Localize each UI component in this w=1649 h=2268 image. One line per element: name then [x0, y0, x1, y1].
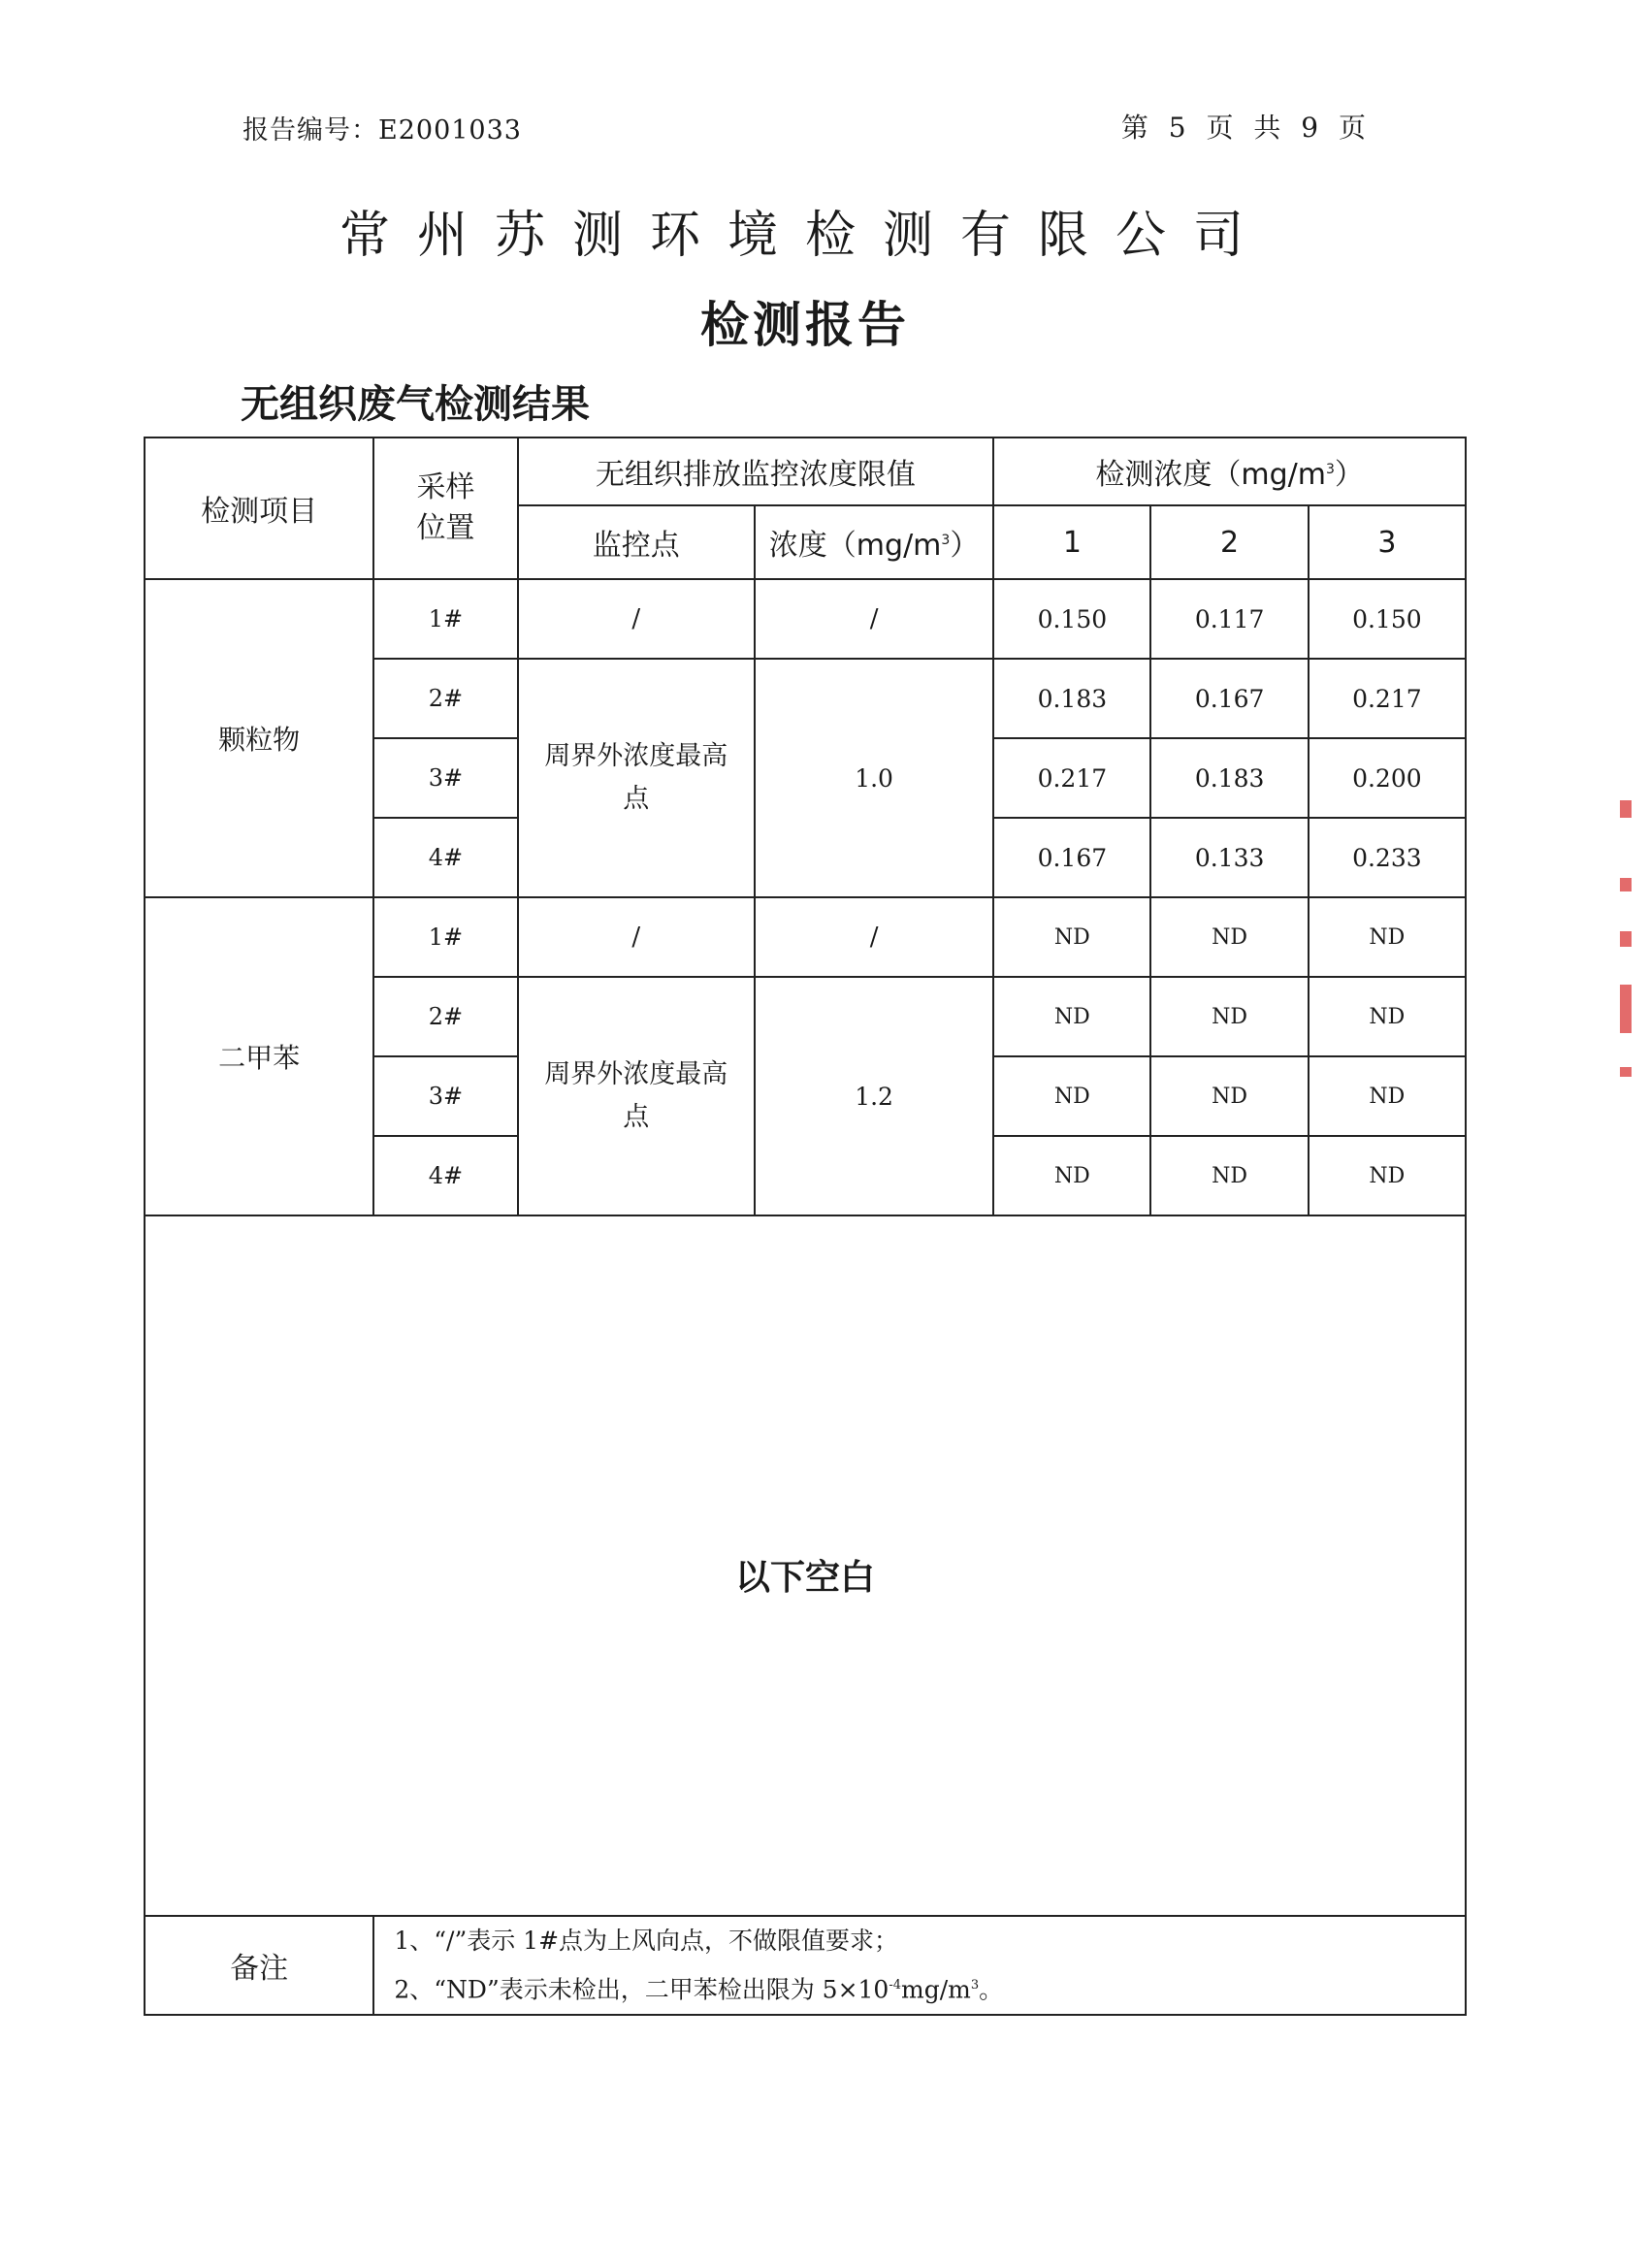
report-title: 检测报告	[700, 297, 910, 353]
value-cell: ND	[993, 977, 1150, 1056]
blank-cell	[145, 1215, 1466, 1916]
seal-fragment-4	[1620, 985, 1632, 1033]
table-header-row-1	[145, 437, 1466, 505]
seal-fragment-5	[1620, 1067, 1632, 1077]
value-cell: 0.167	[1150, 659, 1308, 738]
value-cell: ND	[1309, 1136, 1466, 1215]
value-cell: 0.183	[993, 659, 1150, 738]
report-number-value: E2001033	[378, 115, 522, 146]
note2-unit-sup: 3	[970, 1977, 980, 1993]
value-cell: ND	[993, 897, 1150, 977]
limit-cell: /	[755, 579, 993, 659]
header-run-3: 3	[1309, 505, 1466, 579]
note-line-1: 1、“/”表示 1#点为上风向点，不做限值要求；	[394, 1926, 899, 1955]
position-cell: 2#	[373, 977, 517, 1056]
header-conc-unit-sup: 3	[1325, 462, 1335, 477]
value-cell: 0.233	[1309, 818, 1466, 897]
table-row	[145, 897, 1466, 977]
position-cell: 2#	[373, 659, 517, 738]
monitor-cell: 周界外浓度最高点	[518, 659, 755, 897]
value-cell: 0.217	[1309, 659, 1466, 738]
seal-fragment-1	[1620, 800, 1632, 818]
monitor-cell: /	[518, 579, 755, 659]
seal-fragment-2	[1620, 878, 1632, 891]
monitor-cell: 周界外浓度最高点	[518, 977, 755, 1215]
position-cell: 3#	[373, 738, 517, 818]
limit-cell: /	[755, 897, 993, 977]
notes-body	[373, 1916, 1466, 2015]
table-row	[145, 579, 1466, 659]
value-cell: 0.150	[1309, 579, 1466, 659]
header-limit-group: 无组织排放监控浓度限值	[518, 437, 994, 505]
value-cell: ND	[1150, 977, 1308, 1056]
limit-cell: 1.2	[755, 977, 993, 1215]
value-cell: 0.117	[1150, 579, 1308, 659]
position-cell: 1#	[373, 897, 517, 977]
notes-label: 备注	[145, 1916, 373, 2015]
note-line-2	[394, 1963, 1465, 2012]
value-cell: ND	[1150, 897, 1308, 977]
blank-row	[145, 1215, 1466, 1916]
item-name: 二甲苯	[145, 897, 373, 1215]
header-limit-conc	[755, 505, 993, 579]
value-cell: ND	[993, 1136, 1150, 1215]
header-limit-conc-text: 浓度（mg/m	[768, 529, 942, 563]
value-cell: ND	[1150, 1056, 1308, 1136]
header-monitor: 监控点	[518, 505, 755, 579]
header-run-1: 1	[993, 505, 1150, 579]
header-conc-group	[993, 437, 1466, 505]
notes-row	[145, 1916, 1466, 2015]
note2-exponent: -4	[889, 1977, 902, 1993]
item-name: 颗粒物	[145, 579, 373, 897]
value-cell: 0.167	[993, 818, 1150, 897]
value-cell: ND	[1309, 977, 1466, 1056]
note2-text-b: mg/m	[901, 1975, 971, 2004]
report-number	[242, 109, 522, 146]
note2-text-c: 。	[979, 1975, 1004, 2004]
position-cell: 4#	[373, 1136, 517, 1215]
value-cell: ND	[1309, 897, 1466, 977]
value-cell: 0.133	[1150, 818, 1308, 897]
seal-fragment-3	[1620, 931, 1632, 947]
company-name: 常州苏测环境检测有限公司	[339, 207, 1271, 265]
value-cell: ND	[993, 1056, 1150, 1136]
blank-text: 以下空白	[734, 1557, 875, 1598]
limit-cell: 1.0	[755, 659, 993, 897]
page-info: 第 5 页 共 9 页	[1120, 112, 1368, 144]
report-number-label: 报告编号：	[242, 115, 378, 146]
value-cell: 0.183	[1150, 738, 1308, 818]
value-cell: 0.200	[1309, 738, 1466, 818]
note2-text-a: 2、“ND”表示未检出，二甲苯检出限为 5×10	[394, 1975, 889, 2004]
header-conc-group-text: 检测浓度（mg/m	[1095, 458, 1326, 492]
header-conc-group-tail: ）	[1334, 458, 1364, 492]
value-cell: 0.217	[993, 738, 1150, 818]
header-position: 采样位置	[373, 437, 517, 579]
value-cell: ND	[1309, 1056, 1466, 1136]
header-item: 检测项目	[145, 437, 373, 579]
header-limit-unit-sup: 3	[941, 533, 951, 548]
position-cell: 4#	[373, 818, 517, 897]
position-cell: 1#	[373, 579, 517, 659]
value-cell: 0.150	[993, 579, 1150, 659]
monitor-cell: /	[518, 897, 755, 977]
header-limit-conc-tail: ）	[950, 529, 980, 563]
value-cell: ND	[1150, 1136, 1308, 1215]
header-run-2: 2	[1150, 505, 1308, 579]
results-table	[144, 437, 1467, 2016]
section-title: 无组织废气检测结果	[241, 382, 590, 427]
position-cell: 3#	[373, 1056, 517, 1136]
